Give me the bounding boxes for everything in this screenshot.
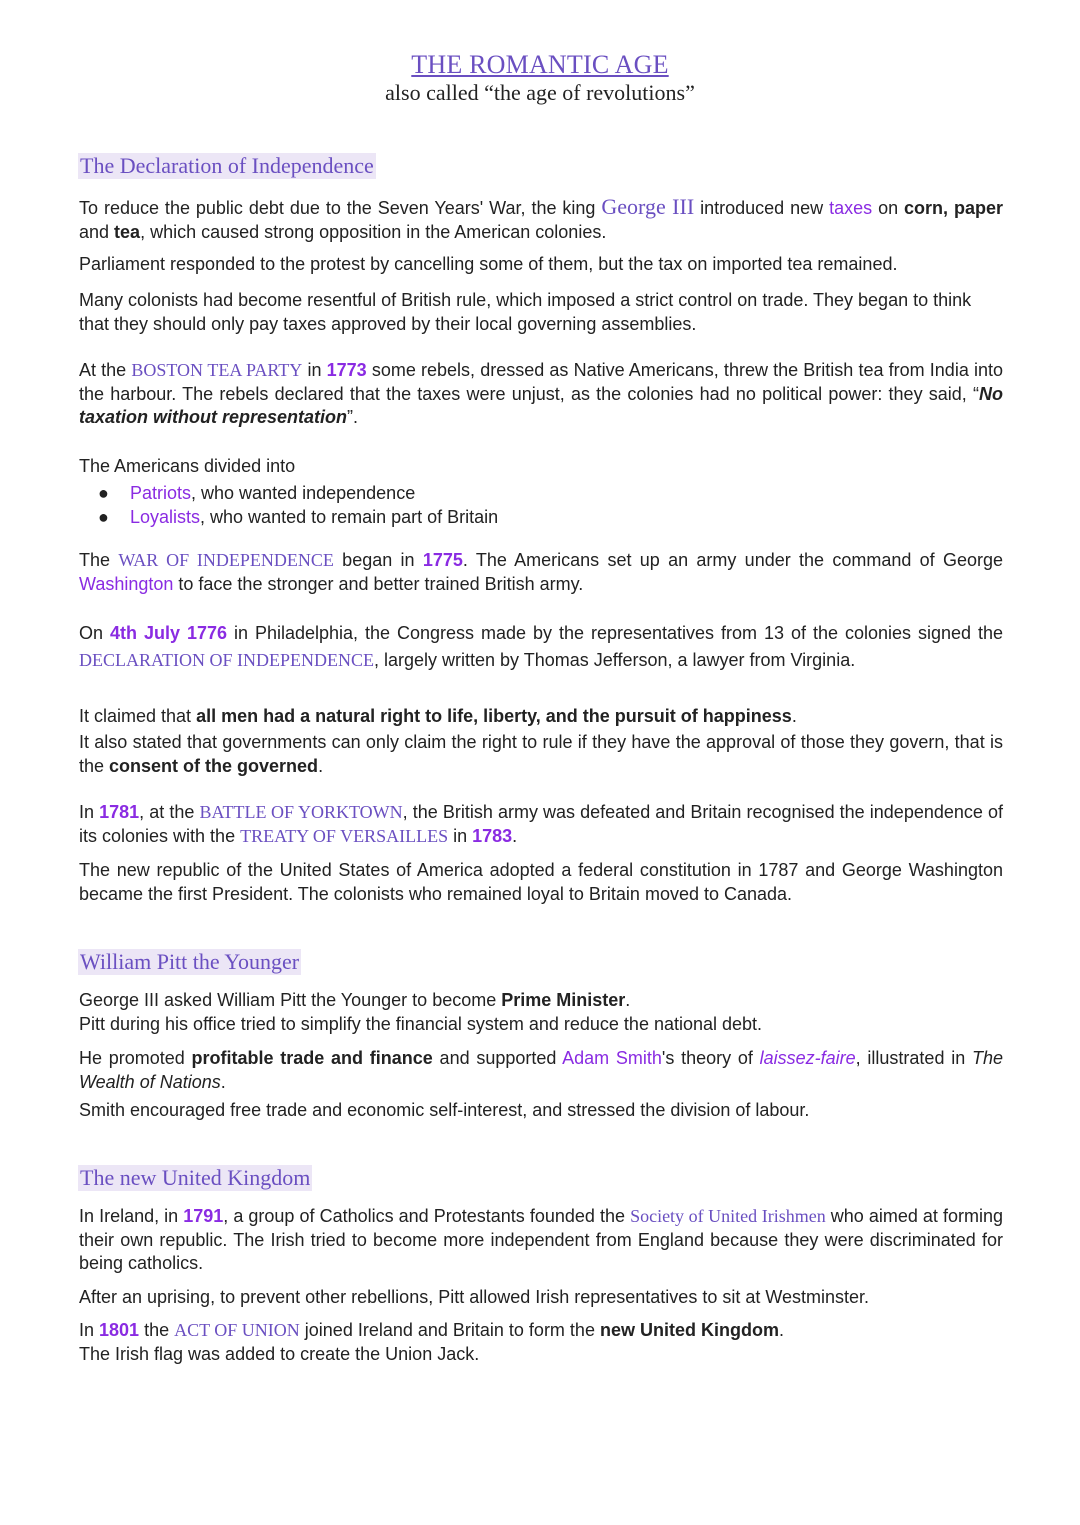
faction-list xyxy=(98,481,498,529)
list-item: ● Loyalists, who wanted to remain part of Britain xyxy=(98,507,499,527)
paragraph-consent: It also stated that governments can only claim the right to rule if they have the approval of those they govern, that is the consent of the governed. xyxy=(79,732,1003,776)
paragraph-prime-minister: George III asked William Pitt the Younger to become Prime Minister. xyxy=(79,990,631,1010)
paragraph-parliament: Parliament responded to the protest by cancelling some of them, but the tax on imported tea remained. xyxy=(79,254,898,274)
page-subtitle: also called “the age of revolutions” xyxy=(385,80,695,105)
paragraph-laissez-faire: He promoted profitable trade and finance and supported Adam Smith's theory of laissez-faire, illustrated in The Wealth of Nations. xyxy=(79,1048,1003,1092)
paragraph-war-of-independence: The WAR OF INDEPENDENCE began in 1775. The Americans set up an army under the command of George Washington to face the stronger and better trained British army. xyxy=(79,550,1003,594)
paragraph-new-republic: The new republic of the United States of America adopted a federal constitution in 1787 and George Washington became the first President. The colonists who remained loyal to Britain moved to Canada. xyxy=(79,860,1003,904)
paragraph-uprising: After an uprising, to prevent other rebellions, Pitt allowed Irish representatives to sit at Westminster. xyxy=(79,1287,870,1307)
list-item: ● Patriots, who wanted independence xyxy=(98,483,416,503)
paragraph-ireland: In Ireland, in 1791, a group of Catholics and Protestants founded the Society of United Irishmen who aimed at forming their own republic. The Irish tried to become more independent from England because they were discriminated for being catholics. xyxy=(79,1206,1004,1273)
paragraph-act-of-union: In 1801 the ACT OF UNION joined Ireland and Britain to form the new United Kingdom. xyxy=(79,1320,784,1340)
paragraph-natural-rights: It claimed that all men had a natural right to life, liberty, and the pursuit of happiness. xyxy=(79,706,797,726)
section-heading-united-kingdom: The new United Kingdom xyxy=(80,1165,311,1190)
paragraph-taxes: To reduce the public debt due to the Seven Years' War, the king George III introduced new taxes on corn, paper and tea, which caused strong opposition in the American colonies. xyxy=(79,194,1004,242)
paragraph-boston-tea-party: At the BOSTON TEA PARTY in 1773 some rebels, dressed as Native Americans, threw the British tea from India into the harbour. The rebels declared that the taxes were unjust, as the colonies had no political power: they said, “No taxation without representation”. xyxy=(79,360,1004,427)
bullet-icon: ● xyxy=(98,483,109,503)
paragraph-financial-system: Pitt during his office tried to simplify the financial system and reduce the national debt. xyxy=(79,1014,763,1034)
bullet-icon: ● xyxy=(98,507,109,527)
section-heading-declaration: The Declaration of Independence xyxy=(80,153,374,178)
paragraph-americans-divided: The Americans divided into xyxy=(79,456,296,476)
paragraph-yorktown: In 1781, at the BATTLE OF YORKTOWN, the British army was defeated and Britain recognised the independence of its colonies with the TREATY OF VERSAILLES in 1783. xyxy=(79,802,1003,846)
page-title: THE ROMANTIC AGE xyxy=(411,50,669,79)
paragraph-smith: Smith encouraged free trade and economic self-interest, and stressed the division of labour. xyxy=(79,1100,810,1120)
section-heading-pitt: William Pitt the Younger xyxy=(80,949,300,974)
paragraph-declaration: On 4th July 1776 in Philadelphia, the Congress made by the representatives from 13 of the colonies signed the DECLARATION OF INDEPENDENCE, largely written by Thomas Jefferson, a lawyer from Virginia. xyxy=(79,623,1004,670)
paragraph-union-jack: The Irish flag was added to create the Union Jack. xyxy=(79,1344,480,1364)
paragraph-colonists: Many colonists had become resentful of British rule, which imposed a strict control on trade. They began to think that they should only pay taxes approved by their local governing assemblies. xyxy=(79,290,972,334)
